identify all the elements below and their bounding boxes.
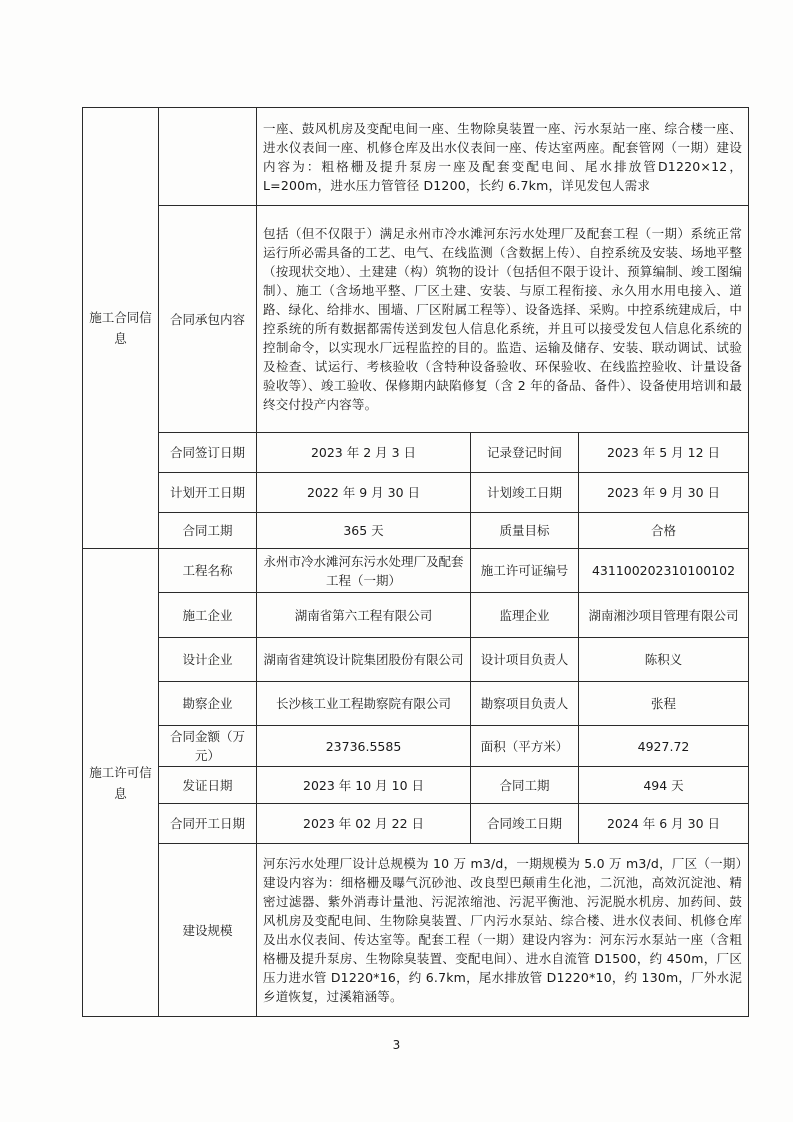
info-table (82, 107, 749, 1017)
contract-content-value: 包括（但不仅限于）满足永州市冷水滩河东污水处理厂及配套工程（一期）系统正常运行所必需具备的工艺、电气、在线监测（含数据上传）、自控系统及安装、场地平整（按现状交地）、土建建（构）筑物的设计（包括但不限于设计、预算编制、竣工图编制）、施工（含场地平整、厂区土建、安装、与原工程衔接、永久用水用电接入、道路、绿化、给排水、围墙、厂区附属工程等）、设备选择、采购。中控系统建成后，中控系统的所有数据都需传送到发包人信息化系统，并且可以接受发包人信息化系统的控制命令，以实现水厂远程监控的目的。监造、运输及储存、安装、联动调试、试验及检查、试运行、考核验收（含特种设备验收、环保验收、在线监控验收、计量设备验收等）、竣工验收、保修期内缺陷修复（含 2 年的备品、备件）、设备使用培训和最终交付投产内容等。 (257, 206, 749, 433)
record-date-value: 2023 年 5 月 12 日 (579, 433, 749, 473)
sign-date-value: 2023 年 2 月 3 日 (257, 433, 471, 473)
amount-value: 23736.5585 (257, 726, 471, 767)
contract-scope-continued: 一座、鼓风机房及变配电间一座、生物除臭装置一座、污水泵站一座、综合楼一座、进水仪表间一座、机修仓库及出水仪表间一座、传达室两座。配套管网（一期）建设内容为：粗格栅及提升泵房一座及配套变配电间、尾水排放管D1220×12，L=200m，进水压力管管径 D1200，长约 6.7km，详见发包人需求 (257, 108, 749, 206)
quality-value: 合格 (579, 513, 749, 549)
permit-period-label: 合同工期 (471, 767, 579, 804)
issue-date-value: 2023 年 10 月 10 日 (257, 767, 471, 804)
page-number: 3 (392, 1038, 401, 1052)
area-value: 4927.72 (579, 726, 749, 767)
survey-value: 长沙核工业工程勘察院有限公司 (257, 682, 471, 726)
scale-label: 建设规模 (159, 844, 257, 1017)
designer-value: 湖南省建筑设计院集团股份有限公司 (257, 638, 471, 682)
contract-period-value: 365 天 (257, 513, 471, 549)
contract-finish-label: 合同竣工日期 (471, 804, 579, 844)
permit-no-label: 施工许可证编号 (471, 549, 579, 593)
scale-value: 河东污水处理厂设计总规模为 10 万 m3/d，一期规模为 5.0 万 m3/d，厂区（一期）建设内容为：细格栅及曝气沉砂池、改良型巴颠甫生化池，二沉池，高效沉淀池、精密过滤器、紫外消毒计量池、污泥浓缩池、污泥平衡池、污泥脱水机房、加药间、鼓风机房及变配电间、生物除臭装置、厂内污水泵站、综合楼、进水仪表间、机修仓库及出水仪表间、传达室等。配套工程（一期）建设内容为：河东污水泵站一座（含粗格栅及提升泵房、生物除臭装置、变配电间）、进水自流管 D1500，约 450m，厂区压力进水管 D1220*16，约 6.7km，尾水排放管 D1220*10，约 130m，厂外水泥乡道恢复，过溪箱涵等。 (257, 844, 749, 1017)
contract-start-value: 2023 年 02 月 22 日 (257, 804, 471, 844)
builder-label: 施工企业 (159, 593, 257, 638)
issue-date-label: 发证日期 (159, 767, 257, 804)
contract-period-label: 合同工期 (159, 513, 257, 549)
plan-finish-value: 2023 年 9 月 30 日 (579, 473, 749, 513)
survey-lead-value: 张程 (579, 682, 749, 726)
supervisor-value: 湖南湘沙项目管理有限公司 (579, 593, 749, 638)
quality-label: 质量目标 (471, 513, 579, 549)
amount-label: 合同金额（万元） (159, 726, 257, 767)
survey-lead-label: 勘察项目负责人 (471, 682, 579, 726)
permit-no-value: 431100202310100102 (579, 549, 749, 593)
design-lead-value: 陈积义 (579, 638, 749, 682)
survey-label: 勘察企业 (159, 682, 257, 726)
scope-label-empty (159, 108, 257, 206)
section-permit-info: 施工许可信息 (83, 549, 159, 1017)
plan-finish-label: 计划竣工日期 (471, 473, 579, 513)
designer-label: 设计企业 (159, 638, 257, 682)
sign-date-label: 合同签订日期 (159, 433, 257, 473)
permit-period-value: 494 天 (579, 767, 749, 804)
plan-start-label: 计划开工日期 (159, 473, 257, 513)
design-lead-label: 设计项目负责人 (471, 638, 579, 682)
contract-finish-value: 2024 年 6 月 30 日 (579, 804, 749, 844)
contract-content-label: 合同承包内容 (159, 206, 257, 433)
project-name-value: 永州市冷水滩河东污水处理厂及配套工程（一期） (257, 549, 471, 593)
builder-value: 湖南省第六工程有限公司 (257, 593, 471, 638)
record-date-label: 记录登记时间 (471, 433, 579, 473)
plan-start-value: 2022 年 9 月 30 日 (257, 473, 471, 513)
project-name-label: 工程名称 (159, 549, 257, 593)
area-label: 面积（平方米） (471, 726, 579, 767)
section-contract-info: 施工合同信息 (83, 108, 159, 549)
supervisor-label: 监理企业 (471, 593, 579, 638)
contract-start-label: 合同开工日期 (159, 804, 257, 844)
